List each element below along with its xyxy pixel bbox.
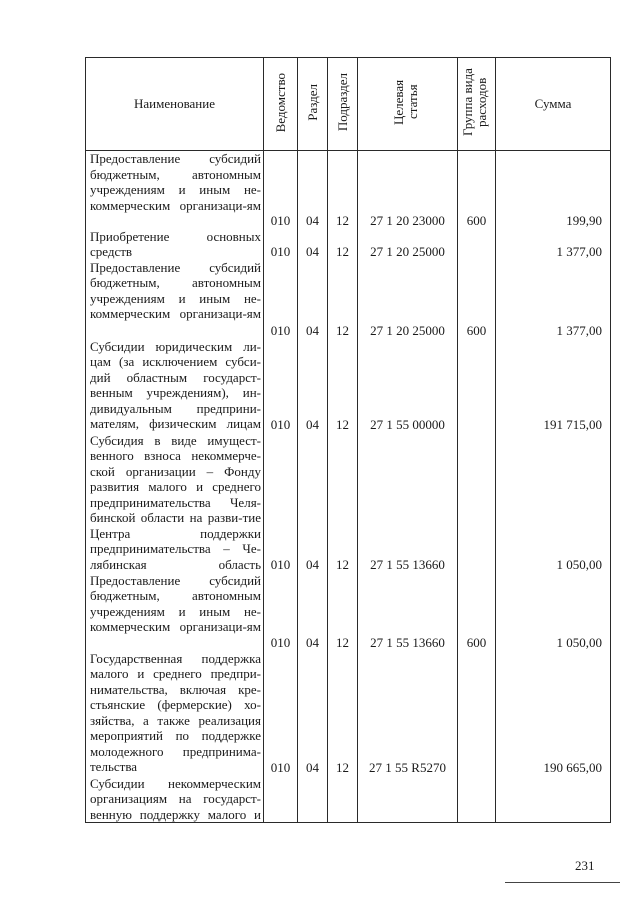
row-amount: 190 665,00 bbox=[496, 651, 611, 776]
table-row bbox=[86, 229, 611, 260]
row-amount: 191 715,00 bbox=[496, 339, 611, 433]
header-department bbox=[264, 58, 298, 151]
header-row bbox=[86, 58, 611, 151]
row-amount: 1 377,00 bbox=[496, 229, 611, 260]
budget-table bbox=[85, 57, 611, 823]
row-group bbox=[458, 776, 496, 823]
row-sec: 04 bbox=[298, 651, 328, 776]
header-target bbox=[358, 58, 458, 151]
row-dept bbox=[264, 776, 298, 823]
row-target: 27 1 20 25000 bbox=[358, 229, 458, 260]
row-sec: 04 bbox=[298, 151, 328, 229]
table-row bbox=[86, 573, 611, 651]
table-row bbox=[86, 151, 611, 229]
table-row bbox=[86, 433, 611, 573]
header-subsection bbox=[328, 58, 358, 151]
row-name: Субсидии юридическим ли-цам (за исключением субси-дий областным государст-венным учреждениям), ин-дивидуальным предприни-мателям, физическим лицам bbox=[86, 339, 264, 433]
row-dept: 010 bbox=[264, 229, 298, 260]
row-amount: 1 050,00 bbox=[496, 573, 611, 651]
row-dept: 010 bbox=[264, 339, 298, 433]
row-target: 27 1 55 00000 bbox=[358, 339, 458, 433]
row-sub bbox=[328, 776, 358, 823]
row-target: 27 1 55 13660 bbox=[358, 433, 458, 573]
row-target: 27 1 20 23000 bbox=[358, 151, 458, 229]
header-name: Наименование bbox=[86, 58, 264, 151]
header-section-label: Раздел bbox=[304, 83, 320, 121]
footer-divider bbox=[505, 882, 620, 883]
row-group: 600 bbox=[458, 573, 496, 651]
row-sub: 12 bbox=[328, 651, 358, 776]
row-sec: 04 bbox=[298, 229, 328, 260]
header-expense-group bbox=[458, 58, 496, 151]
row-dept: 010 bbox=[264, 651, 298, 776]
row-name: Субсидии некоммерческим организациям на государст-венную поддержку малого и bbox=[86, 776, 264, 823]
row-dept: 010 bbox=[264, 433, 298, 573]
row-target: 27 1 55 13660 bbox=[358, 573, 458, 651]
table-row bbox=[86, 260, 611, 339]
row-amount bbox=[496, 776, 611, 823]
row-sub: 12 bbox=[328, 260, 358, 339]
row-name: Предоставление субсидий бюджетным, автономным учреждениям и иным не-коммерческим организаци-ям bbox=[86, 573, 264, 651]
row-amount: 199,90 bbox=[496, 151, 611, 229]
row-sec: 04 bbox=[298, 573, 328, 651]
row-group bbox=[458, 651, 496, 776]
header-subsection-label: Подраздел bbox=[334, 73, 350, 132]
row-sub: 12 bbox=[328, 433, 358, 573]
row-group bbox=[458, 433, 496, 573]
row-name: Государственная поддержка малого и среднего предпри-нимательства, включая кре-стьянские (фермерские) хо-зяйства, а также реализация мероприятий по поддержке молодежного предпринима-тельства bbox=[86, 651, 264, 776]
row-name: Приобретение основных средств bbox=[86, 229, 264, 260]
row-dept: 010 bbox=[264, 260, 298, 339]
row-sub: 12 bbox=[328, 573, 358, 651]
row-group: 600 bbox=[458, 151, 496, 229]
row-sec: 04 bbox=[298, 339, 328, 433]
row-sub: 12 bbox=[328, 151, 358, 229]
row-group bbox=[458, 229, 496, 260]
header-department-label: Ведомство bbox=[272, 72, 288, 132]
row-target: 27 1 55 R5270 bbox=[358, 651, 458, 776]
row-sub: 12 bbox=[328, 229, 358, 260]
row-sec bbox=[298, 776, 328, 823]
table-row bbox=[86, 339, 611, 433]
row-amount: 1 050,00 bbox=[496, 433, 611, 573]
row-sec: 04 bbox=[298, 433, 328, 573]
row-amount: 1 377,00 bbox=[496, 260, 611, 339]
table-row bbox=[86, 776, 611, 823]
row-dept: 010 bbox=[264, 151, 298, 229]
row-group: 600 bbox=[458, 260, 496, 339]
row-target: 27 1 20 25000 bbox=[358, 260, 458, 339]
row-group bbox=[458, 339, 496, 433]
row-name: Предоставление субсидий бюджетным, автономным учреждениям и иным не-коммерческим организаци-ям bbox=[86, 151, 264, 229]
row-dept: 010 bbox=[264, 573, 298, 651]
table-row bbox=[86, 651, 611, 776]
header-target-label: Целевая статья bbox=[390, 79, 420, 125]
row-sub: 12 bbox=[328, 339, 358, 433]
row-name: Предоставление субсидий бюджетным, автономным учреждениям и иным не-коммерческим организаци-ям bbox=[86, 260, 264, 339]
header-section bbox=[298, 58, 328, 151]
row-target bbox=[358, 776, 458, 823]
row-sec: 04 bbox=[298, 260, 328, 339]
header-expense-group-label: Группа вида расходов bbox=[459, 68, 489, 137]
row-name: Субсидия в виде имущест-венного взноса некоммерче-ской организации – Фонду развития малого и среднего предпринимательства Челя-бинской области на разви-тие Центра поддержки предпринимательства – Че-лябинская область bbox=[86, 433, 264, 573]
page-number: 231 bbox=[575, 858, 595, 873]
header-amount: Сумма bbox=[496, 58, 611, 151]
